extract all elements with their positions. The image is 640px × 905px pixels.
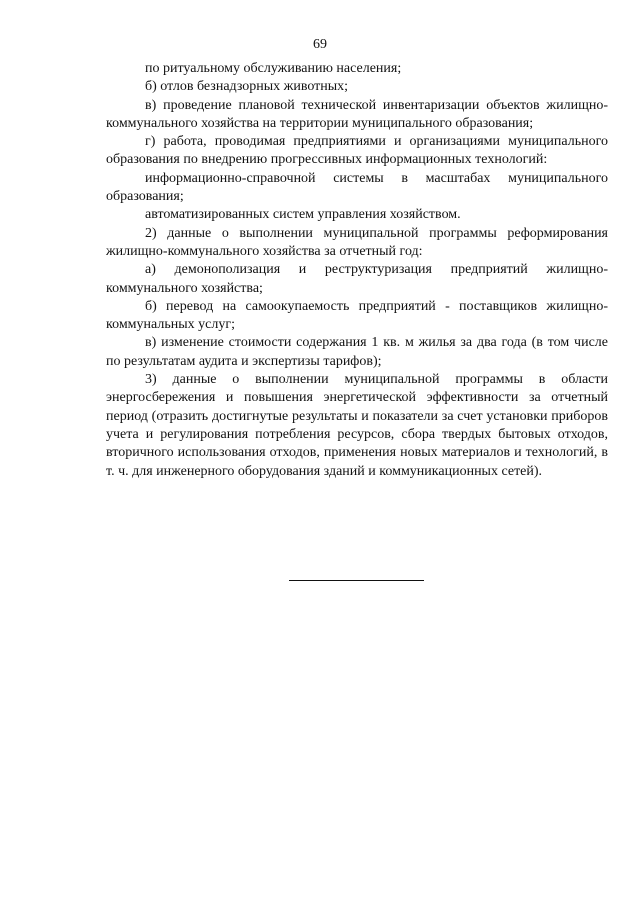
paragraph-inventory: в) проведение плановой технической инвентаризации объектов жилищно-коммунального хозяйства на территории муниципального образования; — [106, 97, 608, 131]
paragraph-demonopolization: а) демонополизация и реструктуризация предприятий жилищно-коммунального хозяйства; — [106, 262, 608, 296]
document-body — [106, 60, 608, 481]
paragraph-energy-saving: 3) данные о выполнении муниципальной программы в области энергосбережения и повышения энергетической эффективности за отчетный период (отразить достигнутые результаты и показатели за счет установки приборов учета и регулирования потребления ресурсов, сбора твердых бытовых отходов, вторичного использования отходов, применения новых материалов и технологий, в т. ч. для инженерного оборудования зданий и коммуникационных сетей). — [106, 372, 608, 479]
paragraph-cost-change: в) изменение стоимости содержания 1 кв. м жилья за два года (в том числе по результатам аудита и экспертизы тарифов); — [106, 335, 608, 369]
page-number: 69 — [313, 37, 327, 52]
paragraph-self-sufficiency: б) перевод на самоокупаемость предприятий - поставщиков жилищно-коммунальных услуг; — [106, 298, 608, 333]
paragraph-stray-animals: б) отлов безнадзорных животных; — [145, 79, 349, 95]
paragraph-it-work: г) работа, проводимая предприятиями и организациями муниципального образования по внедрению прогрессивных информационных технологий: — [106, 134, 608, 168]
separator-line — [289, 580, 424, 581]
paragraph-reform-program: 2) данные о выполнении муниципальной программы реформирования жилищно-коммунального хозяйства за отчетный год: — [106, 225, 608, 259]
paragraph-info-system: информационно-справочной системы в масштабах муниципального образования; — [106, 170, 608, 205]
paragraph-automated-systems: автоматизированных систем управления хозяйством. — [145, 207, 461, 223]
paragraph-ritual-services: по ритуальному обслуживанию населения; — [145, 61, 402, 76]
